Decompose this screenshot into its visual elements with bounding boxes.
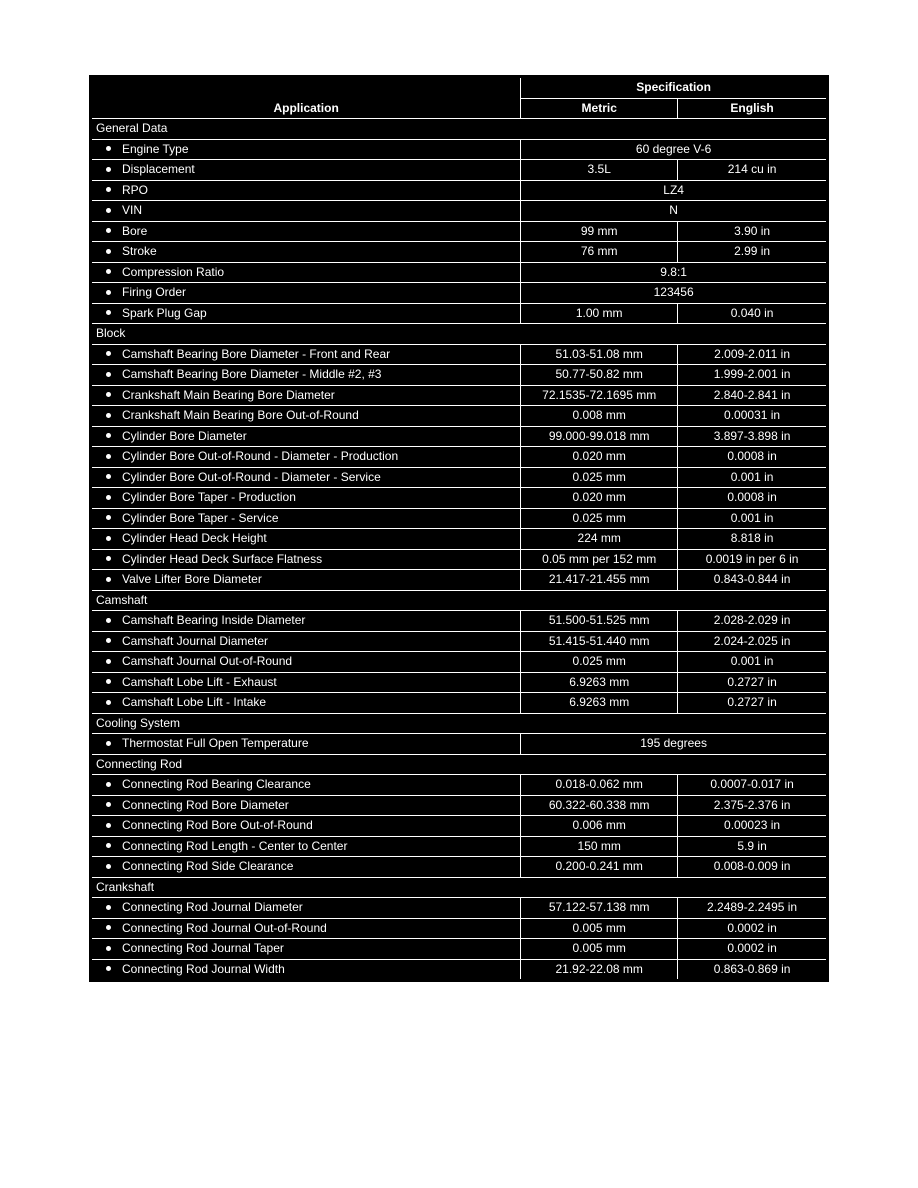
table-row [91, 795, 828, 816]
application-label: RPO [122, 182, 149, 197]
english-value: 0.843-0.844 in [678, 570, 828, 591]
bullet-icon [106, 228, 111, 233]
metric-value: 0.008 mm [521, 406, 678, 427]
bullet-icon [106, 864, 111, 869]
english-value: 1.999-2.001 in [678, 365, 828, 386]
application-label: Cylinder Head Deck Surface Flatness [122, 551, 323, 566]
bullet-icon [106, 372, 111, 377]
english-value: 0.0002 in [678, 918, 828, 939]
table-row [91, 406, 828, 427]
application-label: Camshaft Lobe Lift - Exhaust [122, 674, 277, 689]
metric-value: 150 mm [521, 836, 678, 857]
table-row [91, 488, 828, 509]
metric-value: 6.9263 mm [521, 693, 678, 714]
application-cell [91, 816, 521, 837]
table-row [91, 836, 828, 857]
table-row [91, 857, 828, 878]
metric-value: 0.006 mm [521, 816, 678, 837]
application-cell [91, 693, 521, 714]
bullet-icon [106, 310, 111, 315]
bullet-icon [106, 454, 111, 459]
english-value: 214 cu in [678, 160, 828, 181]
table-row [91, 303, 828, 324]
metric-value: 224 mm [521, 529, 678, 550]
application-cell [91, 529, 521, 550]
application-label: Camshaft Journal Diameter [122, 633, 269, 648]
bullet-icon [106, 966, 111, 971]
application-cell [91, 549, 521, 570]
section-row [91, 713, 828, 734]
specification-value: 9.8:1 [521, 262, 828, 283]
english-value: 0.0019 in per 6 in [678, 549, 828, 570]
bullet-icon [106, 146, 111, 151]
table-row [91, 467, 828, 488]
application-label: Cylinder Bore Taper - Service [122, 510, 279, 525]
section-row [91, 877, 828, 898]
table-row [91, 918, 828, 939]
bullet-icon [106, 495, 111, 500]
english-value: 0.001 in [678, 467, 828, 488]
english-value: 0.00031 in [678, 406, 828, 427]
metric-value: 0.05 mm per 152 mm [521, 549, 678, 570]
table-row [91, 549, 828, 570]
table-row [91, 959, 828, 981]
metric-value: 0.005 mm [521, 918, 678, 939]
bullet-icon [106, 392, 111, 397]
metric-header: Metric [521, 98, 678, 119]
application-cell [91, 836, 521, 857]
section-title: Block [91, 324, 828, 345]
application-label: Displacement [122, 162, 195, 177]
application-label: Cylinder Bore Diameter [122, 428, 247, 443]
bullet-icon [106, 290, 111, 295]
english-value: 5.9 in [678, 836, 828, 857]
table-row [91, 180, 828, 201]
application-cell [91, 734, 521, 755]
application-label: Stroke [122, 244, 157, 259]
section-row [91, 754, 828, 775]
application-label: Compression Ratio [122, 264, 225, 279]
bullet-icon [106, 802, 111, 807]
application-label: Spark Plug Gap [122, 305, 207, 320]
metric-value: 99.000-99.018 mm [521, 426, 678, 447]
section-title: Camshaft [91, 590, 828, 611]
english-value: 2.024-2.025 in [678, 631, 828, 652]
application-cell [91, 365, 521, 386]
table-row [91, 775, 828, 796]
specification-header: Specification [521, 77, 828, 99]
application-label: Camshaft Journal Out-of-Round [122, 654, 293, 669]
application-label: Connecting Rod Bore Diameter [122, 797, 289, 812]
specification-value: 123456 [521, 283, 828, 304]
application-cell [91, 631, 521, 652]
english-value: 0.863-0.869 in [678, 959, 828, 981]
application-cell [91, 262, 521, 283]
metric-value: 0.018-0.062 mm [521, 775, 678, 796]
application-label: Connecting Rod Bore Out-of-Round [122, 818, 313, 833]
table-row [91, 652, 828, 673]
metric-value: 72.1535-72.1695 mm [521, 385, 678, 406]
application-cell [91, 611, 521, 632]
specification-table [89, 75, 829, 982]
application-label: Cylinder Bore Out-of-Round - Diameter - Production [122, 449, 399, 464]
english-value: 0.2727 in [678, 693, 828, 714]
metric-value: 0.025 mm [521, 652, 678, 673]
english-value: 2.375-2.376 in [678, 795, 828, 816]
table-row [91, 631, 828, 652]
table-row [91, 816, 828, 837]
metric-value: 0.020 mm [521, 488, 678, 509]
english-value: 0.2727 in [678, 672, 828, 693]
application-label: Thermostat Full Open Temperature [122, 736, 309, 751]
application-cell [91, 939, 521, 960]
bullet-icon [106, 946, 111, 951]
table-row [91, 426, 828, 447]
bullet-icon [106, 741, 111, 746]
bullet-icon [106, 556, 111, 561]
table-row [91, 611, 828, 632]
bullet-icon [106, 905, 111, 910]
application-cell [91, 283, 521, 304]
bullet-icon [106, 187, 111, 192]
specification-value: N [521, 201, 828, 222]
application-label: Connecting Rod Bearing Clearance [122, 777, 311, 792]
english-value: 0.0002 in [678, 939, 828, 960]
bullet-icon [106, 782, 111, 787]
application-label: Crankshaft Main Bearing Bore Out-of-Round [122, 408, 359, 423]
metric-value: 50.77-50.82 mm [521, 365, 678, 386]
application-header: Application [91, 77, 521, 119]
table-row [91, 283, 828, 304]
application-label: Camshaft Bearing Bore Diameter - Middle #2, #3 [122, 367, 382, 382]
table-row [91, 939, 828, 960]
application-label: Bore [122, 223, 148, 238]
section-title: General Data [91, 119, 828, 140]
metric-value: 0.025 mm [521, 508, 678, 529]
application-cell [91, 672, 521, 693]
bullet-icon [106, 208, 111, 213]
application-cell [91, 918, 521, 939]
application-cell [91, 385, 521, 406]
application-cell [91, 795, 521, 816]
english-value: 0.001 in [678, 508, 828, 529]
english-value: 2.840-2.841 in [678, 385, 828, 406]
english-value: 0.008-0.009 in [678, 857, 828, 878]
table-row [91, 898, 828, 919]
application-label: Cylinder Bore Taper - Production [122, 490, 296, 505]
table-header [91, 77, 828, 119]
section-title: Connecting Rod [91, 754, 828, 775]
application-cell [91, 180, 521, 201]
bullet-icon [106, 515, 111, 520]
english-header: English [678, 98, 828, 119]
table-row [91, 529, 828, 550]
application-cell [91, 570, 521, 591]
application-label: Connecting Rod Side Clearance [122, 859, 294, 874]
bullet-icon [106, 351, 111, 356]
english-value: 0.00023 in [678, 816, 828, 837]
bullet-icon [106, 474, 111, 479]
application-cell [91, 467, 521, 488]
application-cell [91, 221, 521, 242]
metric-value: 99 mm [521, 221, 678, 242]
table-row [91, 385, 828, 406]
table-row [91, 242, 828, 263]
metric-value: 0.005 mm [521, 939, 678, 960]
bullet-icon [106, 925, 111, 930]
english-value: 0.0008 in [678, 488, 828, 509]
bullet-icon [106, 659, 111, 664]
section-title: Cooling System [91, 713, 828, 734]
application-cell [91, 508, 521, 529]
table-row [91, 570, 828, 591]
metric-value: 0.200-0.241 mm [521, 857, 678, 878]
metric-value: 0.025 mm [521, 467, 678, 488]
application-cell [91, 160, 521, 181]
application-cell [91, 488, 521, 509]
application-label: Connecting Rod Journal Diameter [122, 900, 303, 915]
table-row [91, 160, 828, 181]
metric-value: 60.322-60.338 mm [521, 795, 678, 816]
bullet-icon [106, 843, 111, 848]
metric-value: 51.500-51.525 mm [521, 611, 678, 632]
specification-value: 195 degrees [521, 734, 828, 755]
application-cell [91, 426, 521, 447]
metric-value: 21.92-22.08 mm [521, 959, 678, 981]
table-row [91, 693, 828, 714]
application-cell [91, 303, 521, 324]
application-cell [91, 242, 521, 263]
metric-value: 1.00 mm [521, 303, 678, 324]
application-label: Cylinder Head Deck Height [122, 531, 267, 546]
metric-value: 0.020 mm [521, 447, 678, 468]
application-label: Engine Type [122, 141, 189, 156]
application-label: Camshaft Lobe Lift - Intake [122, 695, 267, 710]
application-cell [91, 898, 521, 919]
application-label: Camshaft Bearing Bore Diameter - Front and Rear [122, 346, 391, 361]
bullet-icon [106, 679, 111, 684]
english-value: 0.0008 in [678, 447, 828, 468]
bullet-icon [106, 577, 111, 582]
application-label: Firing Order [122, 285, 187, 300]
application-label: VIN [122, 203, 143, 218]
bullet-icon [106, 638, 111, 643]
application-cell [91, 201, 521, 222]
table-row [91, 221, 828, 242]
application-label: Valve Lifter Bore Diameter [122, 572, 262, 587]
metric-value: 57.122-57.138 mm [521, 898, 678, 919]
english-value: 2.009-2.011 in [678, 344, 828, 365]
application-cell [91, 447, 521, 468]
specification-value: LZ4 [521, 180, 828, 201]
table-row [91, 734, 828, 755]
bullet-icon [106, 269, 111, 274]
application-cell [91, 406, 521, 427]
application-cell [91, 652, 521, 673]
table-row [91, 447, 828, 468]
section-row [91, 324, 828, 345]
metric-value: 3.5L [521, 160, 678, 181]
section-row [91, 119, 828, 140]
english-value: 2.2489-2.2495 in [678, 898, 828, 919]
table-row [91, 365, 828, 386]
application-cell [91, 344, 521, 365]
table-row [91, 139, 828, 160]
english-value: 0.001 in [678, 652, 828, 673]
table-body [91, 119, 828, 981]
bullet-icon [106, 413, 111, 418]
english-value: 8.818 in [678, 529, 828, 550]
bullet-icon [106, 823, 111, 828]
application-label: Crankshaft Main Bearing Bore Diameter [122, 387, 335, 402]
bullet-icon [106, 618, 111, 623]
english-value: 0.040 in [678, 303, 828, 324]
bullet-icon [106, 167, 111, 172]
application-cell [91, 139, 521, 160]
table-row [91, 262, 828, 283]
application-label: Connecting Rod Journal Taper [122, 941, 284, 956]
metric-value: 51.415-51.440 mm [521, 631, 678, 652]
metric-value: 51.03-51.08 mm [521, 344, 678, 365]
application-cell [91, 959, 521, 981]
table-row [91, 508, 828, 529]
section-row [91, 590, 828, 611]
application-label: Connecting Rod Journal Out-of-Round [122, 920, 327, 935]
application-cell [91, 775, 521, 796]
application-cell [91, 857, 521, 878]
bullet-icon [106, 536, 111, 541]
english-value: 0.0007-0.017 in [678, 775, 828, 796]
english-value: 2.99 in [678, 242, 828, 263]
metric-value: 6.9263 mm [521, 672, 678, 693]
metric-value: 21.417-21.455 mm [521, 570, 678, 591]
table-row [91, 344, 828, 365]
application-label: Connecting Rod Length - Center to Center [122, 838, 348, 853]
application-label: Cylinder Bore Out-of-Round - Diameter - Service [122, 469, 381, 484]
section-title: Crankshaft [91, 877, 828, 898]
application-label: Connecting Rod Journal Width [122, 961, 285, 976]
table-row [91, 672, 828, 693]
application-label: Camshaft Bearing Inside Diameter [122, 613, 306, 628]
bullet-icon [106, 433, 111, 438]
specification-value: 60 degree V-6 [521, 139, 828, 160]
english-value: 2.028-2.029 in [678, 611, 828, 632]
bullet-icon [106, 700, 111, 705]
bullet-icon [106, 249, 111, 254]
english-value: 3.897-3.898 in [678, 426, 828, 447]
english-value: 3.90 in [678, 221, 828, 242]
metric-value: 76 mm [521, 242, 678, 263]
table-row [91, 201, 828, 222]
